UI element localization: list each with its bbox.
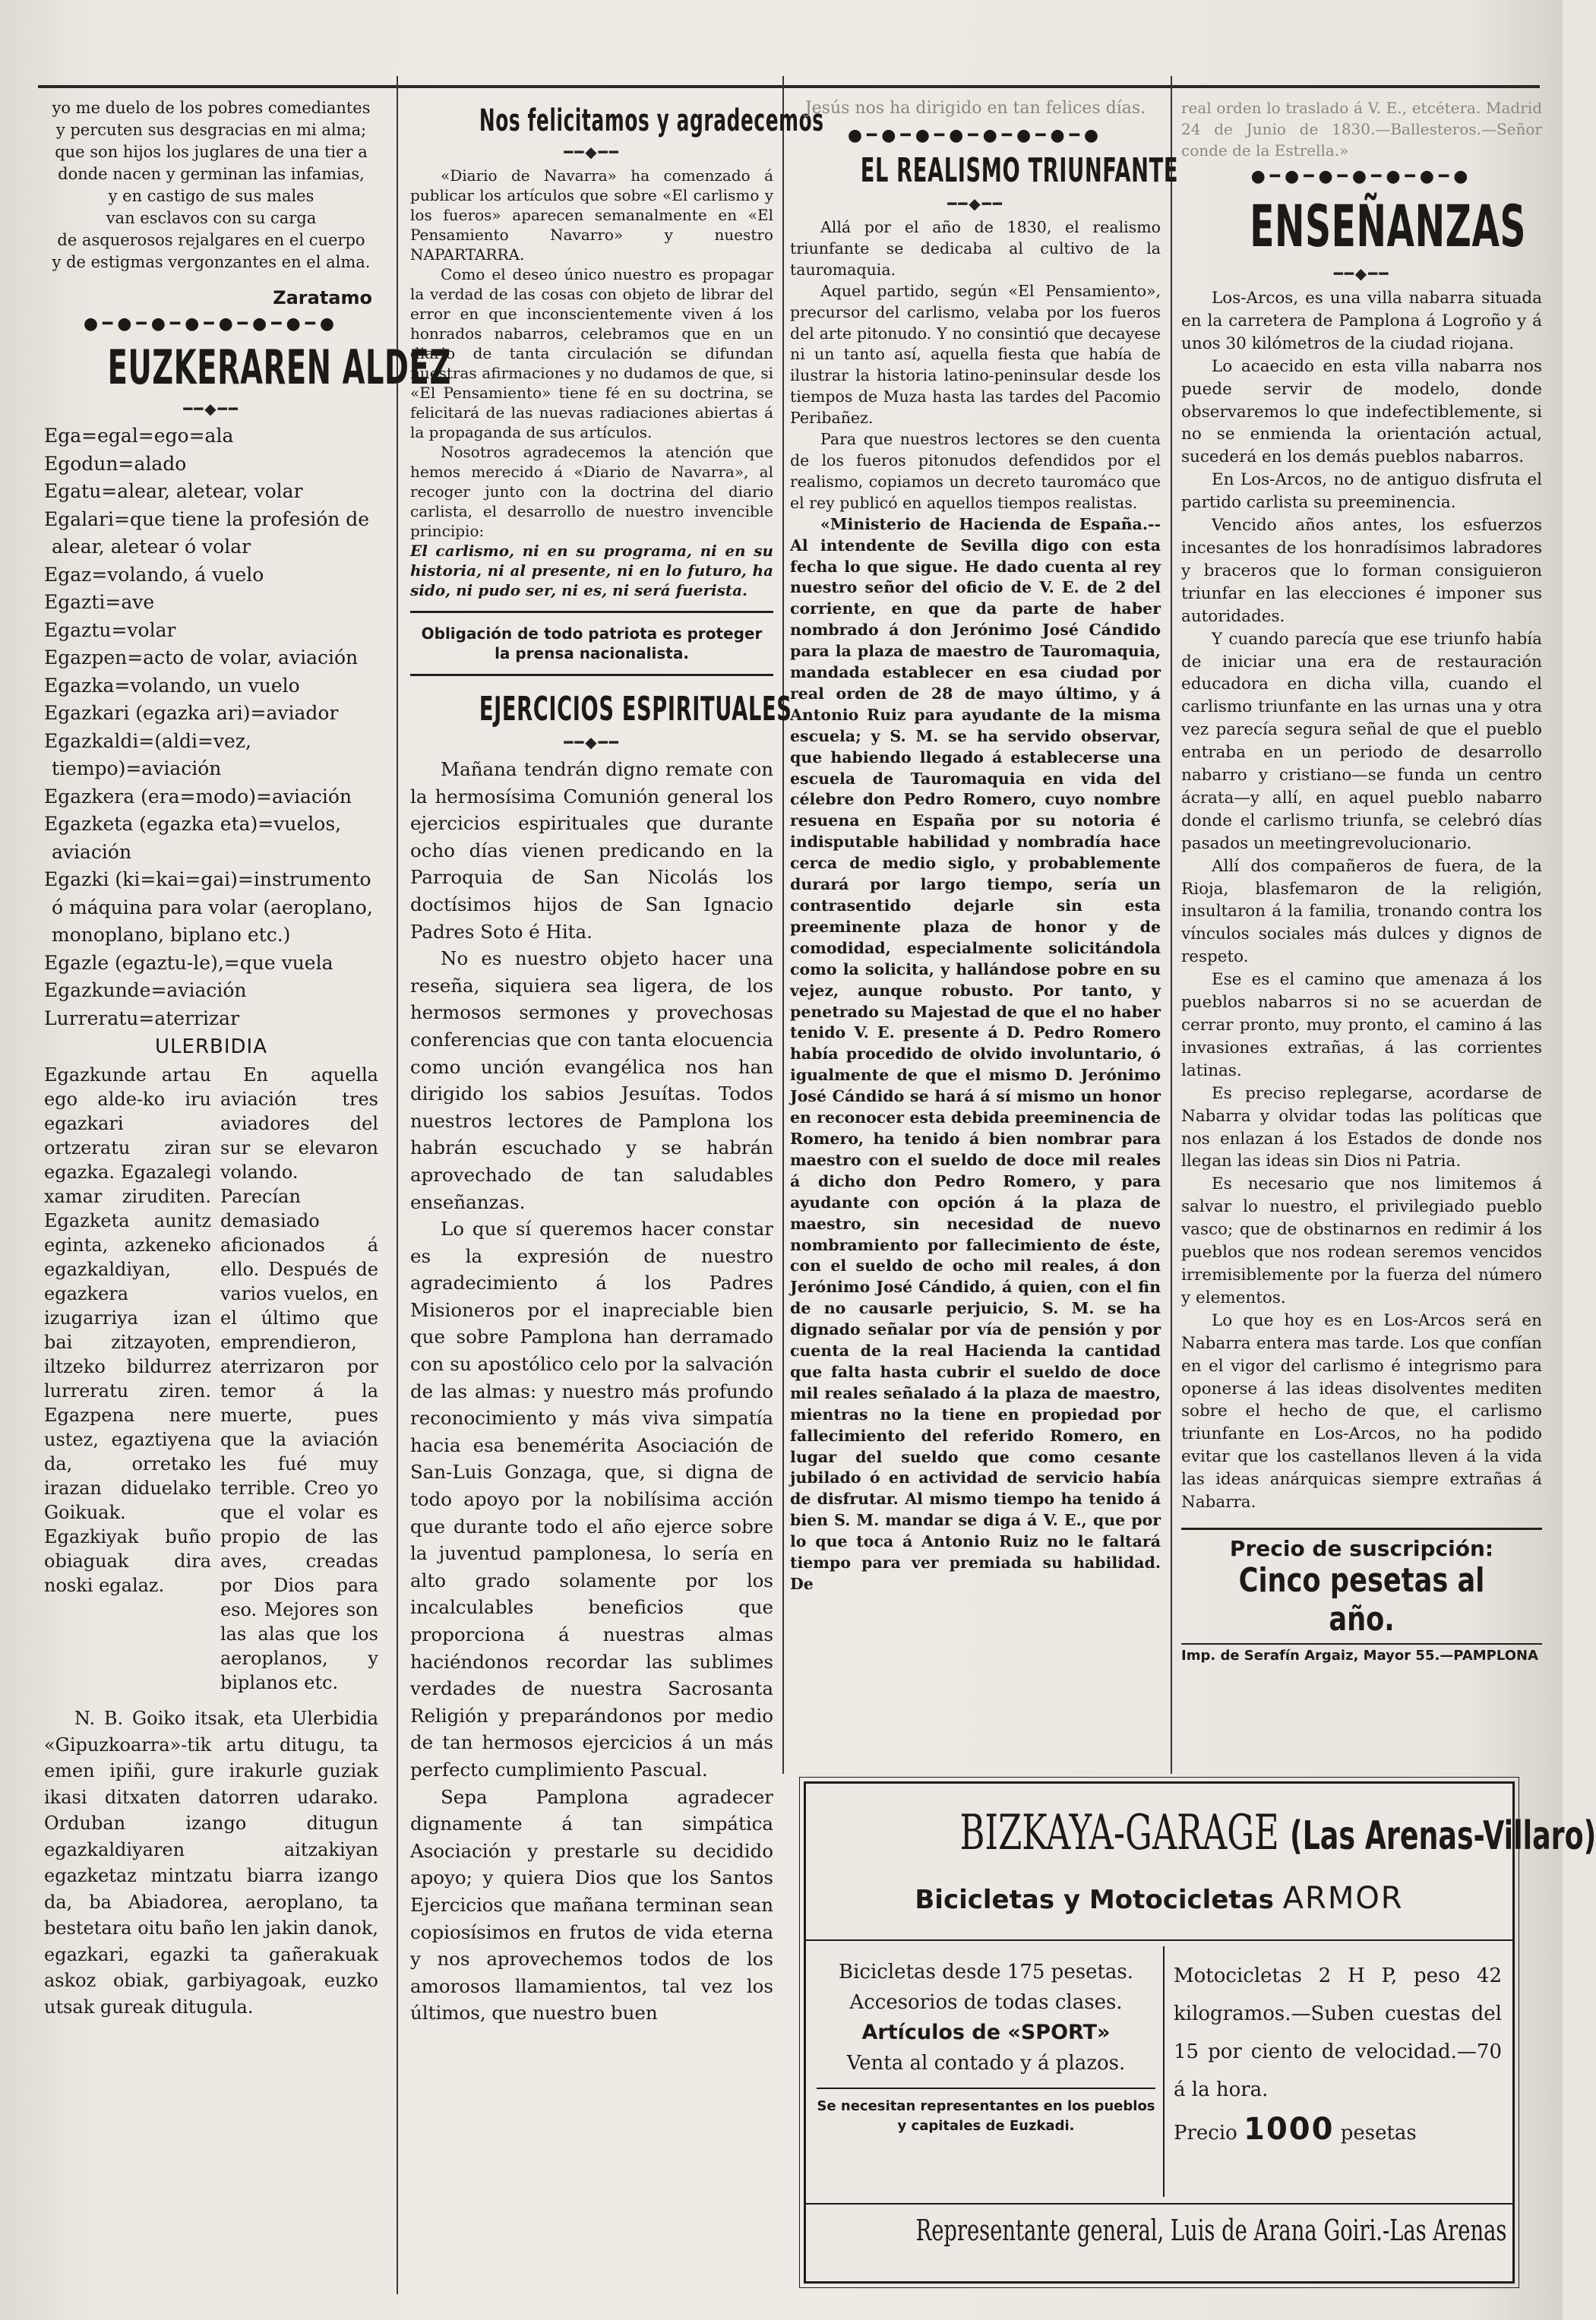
motto: El carlismo, ni en su programa, ni en su historia, ni al presente, ni en lo futuro, ha sido, ni pudo ser, ni es, ni será fuerista. <box>410 542 773 599</box>
ensenanzas-body <box>1181 287 1542 1514</box>
ad-footer: Representante general, Luis de Arana Goiri.-Las Arenas <box>915 2214 1507 2247</box>
paragraph: Allá por el año de 1830, el realismo triunfante se dedicaba al cultivo de la tauromaquia. <box>790 218 1161 279</box>
ad-title: BIZKAYA-GARAGE <box>959 1805 1279 1861</box>
ornament: ━━◆━━ <box>564 733 620 751</box>
paragraph: Ese es el camino que amenaza á los pueblos nabarros si no se acuerdan de cerrar pronto, muy pronto, el camino á las invasiones extrañas, á las corrientes latinas. <box>1181 970 1542 1080</box>
column-divider <box>397 76 398 2294</box>
vocab-entry: Egalari=que tiene la profesión de alear, aletear ó volar <box>44 507 370 558</box>
vocab-entry: Ega=egal=ego=ala <box>44 425 234 447</box>
ad-divider <box>806 2203 1512 2205</box>
paragraph: Lo acaecido en esta villa nabarra nos puede servir de modelo, donde observaremos lo que indefectiblemente, si no se enmienda la orientación actual, sucederá en los demás pueblos nabarros. <box>1181 356 1542 467</box>
c4-top-text: real orden lo traslado á V. E., etcétera. Madrid 24 de Junio de 1830.—Ballesteros.—Señor conde de la Estrella.» <box>1181 99 1542 160</box>
vocab-entry: Egodun=alado <box>44 452 187 475</box>
vocab-entry: Egazketa (egazka eta)=vuelos, aviación <box>44 813 342 863</box>
ornament: ━━◆━━ <box>183 400 239 418</box>
paragraph: Allí dos compañeros de fuera, de la Rioja, blasfemaron de la religión, insultaron á la familia, tronando contra los vínculos sociales más dulces y dignos de respeto. <box>1181 856 1542 967</box>
ornament: ━━◆━━ <box>564 143 620 161</box>
ad-representatives-note: Se necesitan representantes en los pueblos y capitales de Euzkadi. <box>817 2088 1155 2136</box>
column-2 <box>410 97 824 2027</box>
paragraph: Vencido años antes, los esfuerzos incesantes de los honradísimos labradores y braceros que lo forman consiguieron triunfar en las elecciones é imponer sus autoridades. <box>1181 516 1542 626</box>
vocab-entry: Egazkunde=aviación <box>44 979 247 1001</box>
ad-motorcycles <box>1174 1957 1502 2152</box>
poem-line: y en castigo de sus males <box>108 187 314 205</box>
ad-subtitle <box>821 1881 1497 1916</box>
felicitamos-body <box>410 166 773 600</box>
basque-text: Egazkunde artau ego alde-ko iru egazkari ortzeratu ziran egazka. Egazalegi xamar ziruditen. Egazketa aunitz eginta, azkeneko egazkaldiyan, egazkera izugarriya izan bai zitzayoten, iltzeko bildurrez lurreratu ziren. Egazpena nere ustez, egaztiyena da, orretako irazan diduelako Goikuak. Egazkiyak buño obiaguak dira noski egalaz. <box>44 1064 211 1596</box>
column-4 <box>1181 97 1542 1664</box>
poem-line: que son hijos los juglares de una tier a <box>55 143 368 161</box>
ad-line: Venta al contado y á plazos. <box>846 2052 1126 2075</box>
spanish-text: En aquella aviación tres aviadores del sur se elevaron volando. Parecían demasiado aficionados á ello. Después de varios vuelos, en el último que emprendieron, aterrizaron por temor á la muerte, pues que la aviación les fué muy terrible. Creo yo que el volar es propio de las aves, creadas por Dios para eso. Mejores son las alas que los aeroplanos, y biplanos etc. <box>220 1064 378 1693</box>
paragraph: Lo que hoy es en Los-Arcos será en Nabarra entera mas tarde. Los que confían en el vigor del carlismo é integrismo para oponerse á las ideas disolventes mediten sobre el hecho de que, el carlismo triunfante en Los-Arcos, no ha podido evitar que los castellanos lleven á la vida las ideas anárquicas siempre extrañas á Nabarra. <box>1181 1310 1542 1512</box>
vocab-entry: Egazkera (era=modo)=aviación <box>44 785 352 808</box>
vocab-entry: Egazka=volando, un vuelo <box>44 674 300 697</box>
ad-vertical-divider <box>1163 1946 1165 2197</box>
realismo-title: EL REALISMO TRIUNFANTE <box>860 151 1179 190</box>
euzkera-title: EUZKERAREN ALDEZ <box>107 340 451 395</box>
ad-products: Bicicletas y Motocicletas <box>915 1885 1274 1915</box>
poem-line: de asquerosos rejalgares en el cuerpo <box>57 231 365 249</box>
column-divider <box>782 76 784 1774</box>
column-3 <box>790 97 1179 1595</box>
vocab-entry: Egazti=ave <box>44 591 155 613</box>
paragraph: Es necesario que nos limitemos á salvar lo nuestro, el privilegiado pueblo vasco; que de obstinarnos en redimir á los pueblos que nos rodean seremos vencidos irremisiblemente por la fuerza del número y elementos. <box>1181 1174 1542 1307</box>
realismo-body <box>790 217 1161 1595</box>
imprint: Imp. de Serafín Argaiz, Mayor 55.—PAMPLONA <box>1181 1643 1542 1664</box>
vocab-entry: Egaztu=volar <box>44 618 176 641</box>
paragraph: No es nuestro objeto hacer una reseña, siquiera sea ligera, de los hermosos sermones y provechosas conferencias que con tanta elocuencia como unción evangélica nos han dirigido los sabios Jesuítas. Todos nuestros lectores de Pamplona los habrán escuchado y se habrán aprovechado de tan saludables enseñanzas. <box>410 947 773 1213</box>
ulerbidia-heading: ULERBIDIA <box>155 1035 267 1058</box>
poem-line: y de estigmas vergonzantes en el alma. <box>52 253 371 271</box>
paragraph: Es preciso replegarse, acordarse de Nabarra y olvidar todas las políticas que nos enlazan á los Estados de donde nos llegan las ideas sin Dios ni Patria. <box>1181 1083 1542 1171</box>
poem-line: yo me duelo de los pobres comediantes <box>52 99 371 117</box>
bilingual-story <box>44 1063 378 1695</box>
subscription-box <box>1181 1528 1542 1664</box>
vocab-entry: Egatu=alear, aletear, volar <box>44 480 303 502</box>
felicitamos-title: Nos felicitamos y agradecemos <box>479 103 824 138</box>
ejercicios-body <box>410 756 773 2027</box>
paragraph: Mañana tendrán digno remate con la hermosísima Comunión general los ejercicios espirituales que durante ocho días vienen predicando en la Parroquia de San Nicolás los doctísimos hijos de San Ignacio Padres Soto é Hita. <box>410 758 773 943</box>
subscription-price: Cinco pesetas al año. <box>1238 1560 1485 1639</box>
vocab-entry: Egazle (egaztu-le),=que vuela <box>44 951 333 974</box>
vocab-entry: Egazki (ki=kai=gai)=instrumento ó máquina para volar (aeroplano, monoplano, biplano etc.) <box>44 868 373 946</box>
ad-price-value: 1000 <box>1244 2112 1335 2147</box>
poem-line: van esclavos con su carga <box>106 209 317 227</box>
vocab-entry: Egaz=volando, á vuelo <box>44 563 264 586</box>
ad-price-unit: pesetas <box>1340 2122 1417 2145</box>
ad-price-label: Precio <box>1174 2122 1237 2145</box>
paragraph: Nosotros agradecemos la atención que hemos merecido á «Diario de Navarra», al recoger junto con la doctrina del diario carlista, el desarrollo de nuestro invencible principio: <box>410 443 773 540</box>
obligacion-notice: Obligación de todo patriota es proteger la prensa nacionalista. <box>410 611 773 676</box>
paragraph: «Diario de Navarra» ha comenzado á publicar los artículos que sobre «El carlismo y los fueros» aparecen semanalmente en «El Pensamiento Navarro» y nuestro NAPARTARRA. <box>410 166 773 264</box>
ad-location: (Las Arenas-Villaro) <box>1289 1813 1596 1859</box>
paragraph: Los-Arcos, es una villa nabarra situada en la carretera de Pamplona á Logroño y á unos 30 kilómetros de la ciudad riojana. <box>1181 289 1542 353</box>
top-rule <box>38 85 1540 88</box>
column-divider <box>1171 76 1172 1774</box>
subscription-label: Precio de suscripción: <box>1229 1535 1494 1561</box>
vocabulary-list <box>44 422 378 1032</box>
ad-brand: ARMOR <box>1282 1881 1404 1916</box>
ad-bicycles <box>817 1957 1155 2136</box>
realismo-lead: Jesús nos ha dirigido en tan felices días. <box>804 99 1146 118</box>
ad-line: Accesorios de todas clases. <box>849 1991 1123 2014</box>
ornament: ━━◆━━ <box>1333 264 1390 283</box>
vocab-entry: Lurreratu=aterrizar <box>44 1007 240 1029</box>
poem-line: donde nacen y germinan las infamias, <box>58 165 365 183</box>
nb-note: N. B. Goiko itsak, eta Ulerbidia «Gipuzkoarra»-tik artu ditugu, ta emen ipiñi, gure irakurle guziak ikasi ditxaten datorren udarako. Orduban izango ditugun egazkaldiyaren aitzakiyan egazketaz mintzatu biarra izango da, ba Abiadorea, aeroplano, ta bestetara oitu baño len jakin danok, egazkari, egazki ta gañerakuak askoz obiak, garbiyagoak, euzko utsak gureak ditugula. <box>44 1708 378 2018</box>
ensenanzas-title: ENSEÑANZAS <box>1250 192 1527 260</box>
vocab-entry: Egazkaldi=(aldi=vez, tiempo)=aviación <box>44 729 251 779</box>
garage-advertisement <box>804 1781 1596 2284</box>
dotted-separator: ●━●━●━●━●━●━●━● <box>847 126 1104 145</box>
paragraph: Y cuando parecía que ese triunfo había de iniciar una era de restauración educadora en dicha villa, cuando el carlismo triunfante en las urnas una y otra vez parecía segura señal de que el pueblo entraba en un periodo de desarrollo nabarro y cristiano—se funda un centro ácrata—y allí, en aquel pueblo nabarro donde el carlismo triunfa, se celebró días pasados un meetingrevolucionario. <box>1181 629 1542 853</box>
paragraph: Para que nuestros lectores se den cuenta de los fueros pitonudos defendidos por el realismo, copiamos un decreto tauromáco que el rey publicó en aquellos tiempos realistas. <box>790 430 1161 512</box>
ad-line: Bicicletas desde 175 pesetas. <box>839 1961 1133 1983</box>
paragraph: Como el deseo único nuestro es propagar la verdad de las cosas con objeto de librar del error en que inconscientemente viven á los honrados nabarros, celebramos que en un diario de tanta circulación se difundan nuestras afirmaciones y no dudamos de que, si «El Pensamiento» tiene fé en su doctrina, se felicitará de las nuevas radiaciones abiertas á la propaganda de sus artículos. <box>410 265 773 441</box>
ad-divider <box>806 1939 1512 1941</box>
ad-motorcycle-spec: Motocicletas 2 H P, peso 42 kilogramos.—Suben cuestas del 15 por ciento de velocidad.—70 á la hora. <box>1174 1964 1502 2101</box>
vocab-entry: Egazpen=acto de volar, aviación <box>44 646 359 669</box>
ejercicios-title: EJERCICIOS ESPIRITUALES <box>479 690 792 729</box>
dotted-separator: ●━●━●━●━●━●━● <box>1250 167 1473 186</box>
paragraph: Sepa Pamplona agradecer dignamente á tan simpática Asociación y prestarle su decidido apoyo; y quiera Dios que los Santos Ejercicios que mañana terminan sean copiosísimos en frutos de vida eterna y nos aprovechemos todos de los amorosos llamamientos, tal vez los últimos, que nuestro buen <box>410 1785 773 2024</box>
paragraph: Aquel partido, según «El Pensamiento», precursor del carlismo, velaba por los fueros del arte pitonudo. Y no consintió que decayese ni un tanto así, aquella fiesta que había de ilustrar la historia latino-peninsular desde los tiempos de Muza hasta las tardes del Pacomio Peribañez. <box>790 281 1161 428</box>
ornament: ━━◆━━ <box>947 194 1003 213</box>
column-1 <box>44 97 451 2020</box>
ad-title-line <box>959 1805 1596 1861</box>
poem-line: y percuten sus desgracias en mi alma; <box>55 121 367 139</box>
paragraph: Lo que sí queremos hacer constar es la expresión de nuestro agradecimiento á los Padres Misioneros por el inapreciable bien que sobre Pamplona han derramado con su apostólico celo por la salvación de las almas: y nuestro más profundo reconocimiento y más viva simpatía hacia esa benemérita Asociación de San-Luis Gonzaga, que, si digna de todo apoyo por la nobilísima acción que durante todo el año ejerce sobre la juventud pamplonesa, lo sería en alto grado solamente por los incalculables beneficios que proporciona á nuestras almas haciéndonos recordar las sublimes verdades de nuestra Sacrosanta Religión y preparándonos por medio de tan hermosos ejercicios á un más perfecto cumplimiento Pascual. <box>410 1218 773 1781</box>
ad-line: Artículos de «SPORT» <box>861 2021 1111 2044</box>
decree-text: «Ministerio de Hacienda de España.--Al intendente de Sevilla digo con esta fecha lo que sigue. He dado cuenta al rey nuestro señor del oficio de V. E. de 2 del corriente, en que da parte de haber nombrado á don Jerónimo José Cándido para la plaza de maestro de Tauromaquia, mandada establecer en esa ciudad por real orden de 28 de mayo último, y á Antonio Ruiz para ayudante de la misma escuela; y S. M. se ha servido observar, que habiendo llegado á establecerse una escuela de Tauromaquia en vida del célebre don Pedro Romero, cuyo nombre resuena en España por su notoria é indisputable habilidad y nombradía hace cerca de medio siglo, y probablemente durará por largo tiempo, sería un contrasentido dejarle sin esta preeminente plaza de honor y de comodidad, especialmente solicitándola como la solicita, y hallándose pobre en su vejez, aunque robusto. Por tanto, y penetrado su Majestad de que el no haber tenido V. E. presente á D. Pedro Romero había procedido de olvido involuntario, ó igualmente de que el mismo D. Jerónimo José Cándido se hará á sí mismo un honor en reconocer esta debida preeminencia de Romero, ha tenido á bien nombrar para maestro con el sueldo de doce mil reales á dicho don Pedro Romero, y para ayudante con opción á la plaza de maestro, sin necesidad de nuevo nombramiento por fallecimiento de éste, con el sueldo de ocho mil reales, á don Jerónimo José Cándido, á quien, con el fin de no causarle perjuicio, S. M. se ha dignado señalar por vía de pensión y por cuenta de la real Hacienda la cantidad que falta hasta cubrir el sueldo de doce mil reales señalado á la plaza de maestro, mientras no la tiene en propiedad por fallecimiento del referido Romero, en lugar del sueldo que como cesante jubilado ó en actividad de servicio había de disfrutar. Al mismo tiempo ha tenido á bien S. M. mandar se diga á V. E., que por lo que toca á Antonio Ruiz no le faltará tiempo para ver premiada su habilidad. De <box>790 514 1161 1593</box>
dotted-separator: ●━●━●━●━●━●━●━● <box>83 314 340 333</box>
paragraph: En Los-Arcos, no de antiguo disfruta el partido carlista su preeminencia. <box>1181 470 1542 513</box>
vocab-entry: Egazkari (egazka ari)=aviador <box>44 702 339 724</box>
poem <box>44 97 378 273</box>
poem-signature: Zaratamo <box>273 287 372 308</box>
